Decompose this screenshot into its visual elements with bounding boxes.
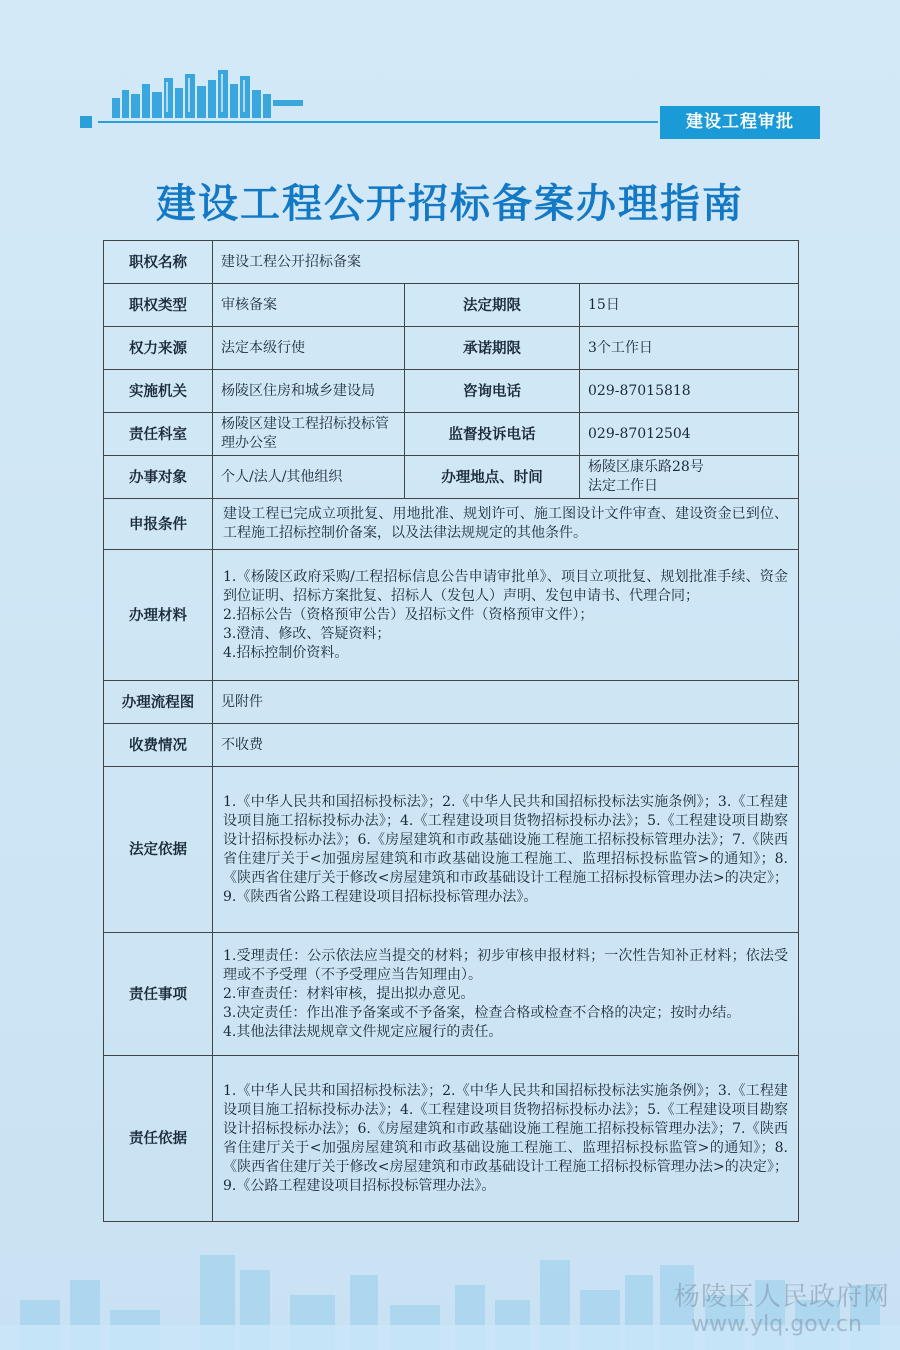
label-legal-basis: 法定依据 [104, 767, 213, 933]
list-item: 3.澄清、修改、答疑资料； [223, 625, 391, 642]
label-materials: 办理材料 [104, 550, 213, 681]
value-conditions: 建设工程已完成立项批复、用地批准、规划许可、施工图设计文件审查、建设资金已到位、工程施工招标控制价备案，以及法律法规规定的其他条件。 [213, 499, 799, 550]
label-responsibilities: 责任事项 [104, 933, 213, 1056]
table-row [104, 933, 799, 1056]
value-responsibility-basis: 1.《中华人民共和国招标投标法》；2.《中华人民共和国招标投标法实施条例》；3.《工程建设项目施工招标投标办法》；4.《工程建设项目货物招标投标办法》；5.《工程建设项目勘察设计招标投标办法》；6.《房屋建筑和市政基础设施工程施工招标投标管理办法》；7.《陕西省住建厅关于<加强房屋建筑和市政基础设施工程施工、监理招标投标监管>的通知》；8.《陕西省住建厅关于修改<房屋建筑和市政基础设计工程施工招标投标管理办法>的决定》；9.《公路工程建设项目招标投标管理办法》。 [213, 1056, 799, 1222]
label-power-name: 职权名称 [104, 241, 213, 284]
label-promised-period: 承诺期限 [405, 327, 580, 370]
value-location: 杨陵区康乐路28号 [588, 459, 704, 475]
watermark-site-name: 杨陵区人民政府网 [673, 1282, 890, 1312]
watermark-url: www.ylq.gov.cn [691, 1312, 862, 1337]
table-row [104, 327, 799, 370]
table-row [104, 499, 799, 550]
value-time: 法定工作日 [588, 478, 658, 494]
label-power-type: 职权类型 [104, 284, 213, 327]
page-title: 建设工程公开招标备案办理指南 [156, 181, 744, 227]
value-consult-phone: 029-87015818 [580, 370, 799, 413]
value-legal-period: 15日 [580, 284, 799, 327]
header-divider [98, 121, 658, 123]
value-materials [213, 550, 799, 681]
value-target: 个人/法人/其他组织 [213, 456, 405, 499]
list-item: 4.其他法律法规规章文件规定应履行的责任。 [223, 1023, 503, 1040]
table-row [104, 681, 799, 724]
label-target: 办事对象 [104, 456, 213, 499]
label-location-time: 办理地点、时间 [405, 456, 580, 499]
list-item: 1.《杨陵区政府采购/工程招标信息公告申请审批单》、项目立项批复、规划批准手续、资金到位证明、招标方案批复、招标人（发包人）声明、发包申请书、代理合同； [223, 568, 789, 604]
value-power-type: 审核备案 [213, 284, 405, 327]
table-row [104, 284, 799, 327]
value-responsibilities [213, 933, 799, 1056]
table-row [104, 370, 799, 413]
table-row [104, 767, 799, 933]
value-legal-basis: 1.《中华人民共和国招标投标法》；2.《中华人民共和国招标投标法实施条例》；3.《工程建设项目施工招标投标办法》；4.《工程建设项目货物招标投标办法》；5.《工程建设项目勘察设计招标投标办法》；6.《房屋建筑和市政基础设施工程施工招标投标管理办法》；7.《陕西省住建厅关于<加强房屋建筑和市政基础设施工程施工、监理招标投标监管>的通知》；8.《陕西省住建厅关于修改<房屋建筑和市政基础设计工程施工招标投标管理办法>的决定》；9.《陕西省公路工程建设项目招标投标管理办法》。 [213, 767, 799, 933]
value-fees: 不收费 [213, 724, 799, 767]
guide-table [103, 240, 799, 1222]
value-agency: 杨陵区住房和城乡建设局 [213, 370, 405, 413]
label-legal-period: 法定期限 [405, 284, 580, 327]
list-item: 3.决定责任：作出准予备案或不予备案，检查合格或检查不合格的决定；按时办结。 [223, 1004, 741, 1021]
value-complaint-phone: 029-87012504 [580, 413, 799, 456]
section-tag: 建设工程审批 [660, 106, 820, 139]
label-department: 责任科室 [104, 413, 213, 456]
value-location-time [580, 456, 799, 499]
header-square-marker [80, 116, 92, 128]
value-flowchart: 见附件 [213, 681, 799, 724]
table-row [104, 1056, 799, 1222]
label-flowchart: 办理流程图 [104, 681, 213, 724]
list-item: 2.招标公告（资格预审公告）及招标文件（资格预审文件）； [223, 606, 594, 623]
label-power-source: 权力来源 [104, 327, 213, 370]
label-complaint-phone: 监督投诉电话 [405, 413, 580, 456]
table-row [104, 413, 799, 456]
city-skyline-icon [108, 68, 308, 118]
label-conditions: 申报条件 [104, 499, 213, 550]
value-promised-period: 3个工作日 [580, 327, 799, 370]
label-responsibility-basis: 责任依据 [104, 1056, 213, 1222]
list-item: 4.招标控制价资料。 [223, 644, 349, 661]
label-fees: 收费情况 [104, 724, 213, 767]
list-item: 2.审查责任：材料审核，提出拟办意见。 [223, 985, 475, 1002]
label-agency: 实施机关 [104, 370, 213, 413]
table-row [104, 241, 799, 284]
value-power-name: 建设工程公开招标备案 [213, 241, 799, 284]
table-row [104, 550, 799, 681]
value-power-source: 法定本级行使 [213, 327, 405, 370]
list-item: 1.受理责任：公示依法应当提交的材料；初步审核申报材料；一次性告知补正材料；依法受理或不予受理（不予受理应当告知理由）。 [223, 947, 789, 983]
table-row [104, 724, 799, 767]
table-row [104, 456, 799, 499]
value-department: 杨陵区建设工程招标投标管理办公室 [213, 413, 405, 456]
label-consult-phone: 咨询电话 [405, 370, 580, 413]
